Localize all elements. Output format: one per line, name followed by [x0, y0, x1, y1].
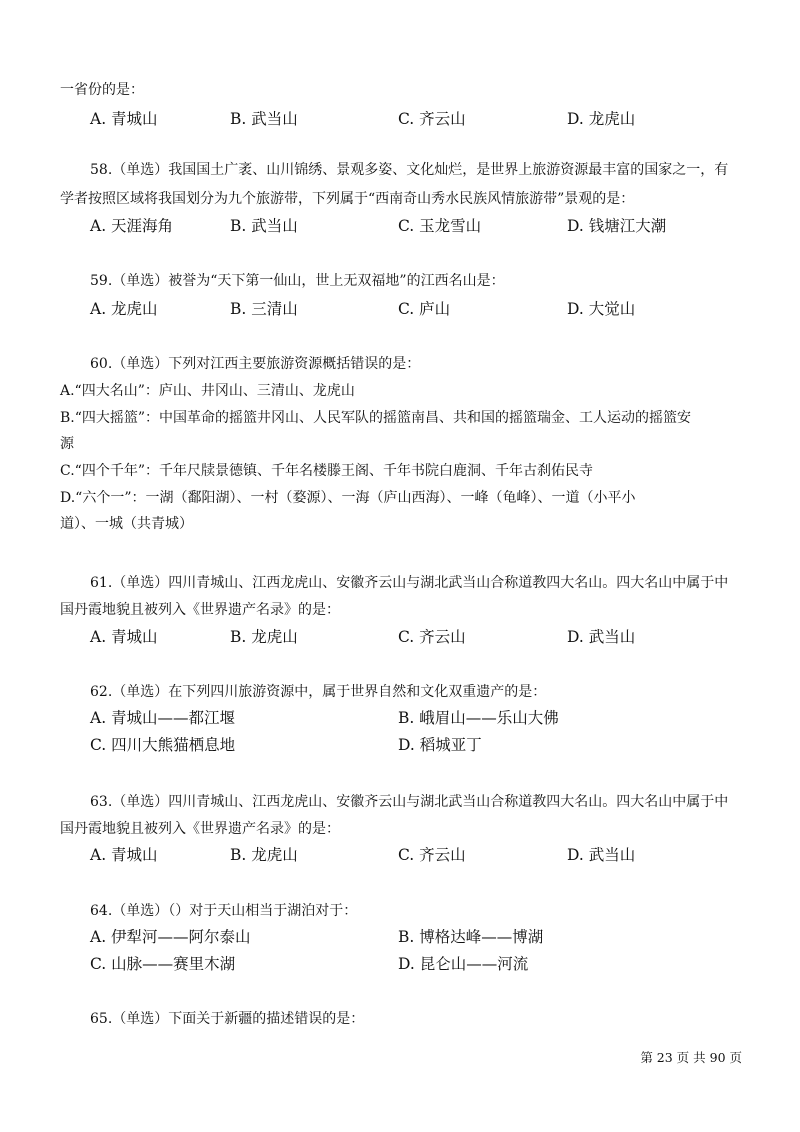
- option-d: D. 龙虎山: [567, 110, 636, 128]
- option-d: D. 昆仑山——河流: [398, 955, 529, 973]
- option-a: A. 龙虎山: [90, 300, 158, 318]
- option-b: B.“四大摇篮”：中国革命的摇篮井冈山、人民军队的摇篮南昌、共和国的摇篮瑞金、工人运动的摇篮安: [60, 410, 692, 426]
- option-b: B. 龙虎山: [230, 846, 298, 864]
- question-58-stem-line2: 学者按照区域将我国划分为九个旅游带，下列属于“西南奇山秀水民族风情旅游带”景观的是：: [60, 191, 635, 207]
- option-c: C. 庐山: [398, 300, 451, 318]
- option-a: A. 伊犁河——阿尔泰山: [90, 928, 251, 946]
- option-a: A. 青城山: [90, 628, 158, 646]
- question-58-stem: 58.（单选）我国国土广袤、山川锦绣、景观多姿、文化灿烂，是世界上旅游资源最丰富的国家之一，有: [90, 162, 729, 178]
- option-d: D. 稻城亚丁: [398, 736, 482, 754]
- option-a: A.“四大名山”：庐山、井冈山、三清山、龙虎山: [60, 383, 355, 399]
- option-d: D. 钱塘江大潮: [567, 217, 667, 235]
- option-d: D.“六个一”：一湖（鄱阳湖）、一村（婺源）、一海（庐山西海）、一峰（龟峰）、一道（小平小: [60, 490, 636, 506]
- option-c: C. 齐云山: [398, 110, 466, 128]
- option-b-line2: 源: [60, 436, 74, 452]
- option-c: C. 山脉——赛里木湖: [90, 955, 236, 973]
- option-d: D. 武当山: [567, 846, 636, 864]
- question-63-stem: 63.（单选）四川青城山、江西龙虎山、安徽齐云山与湖北武当山合称道教四大名山。四大名山中属于中: [90, 794, 729, 810]
- option-a: A. 青城山——都江堰: [90, 709, 236, 727]
- question-61-stem: 61.（单选）四川青城山、江西龙虎山、安徽齐云山与湖北武当山合称道教四大名山。四大名山中属于中: [90, 575, 729, 591]
- option-b: B. 武当山: [230, 217, 298, 235]
- option-b: B. 博格达峰——博湖: [398, 928, 544, 946]
- question-65-stem: 65.（单选）下面关于新疆的描述错误的是：: [90, 1011, 365, 1027]
- page-number: 第 23 页 共 90 页: [640, 1050, 742, 1065]
- option-a: A. 天涯海角: [90, 217, 174, 235]
- option-b: B. 峨眉山——乐山大佛: [398, 709, 559, 727]
- option-d: D. 武当山: [567, 628, 636, 646]
- option-b: B. 龙虎山: [230, 628, 298, 646]
- question-63-stem-line2: 国丹霞地貌且被列入《世界遗产名录》的是：: [60, 821, 340, 837]
- question-60-stem: 60.（单选）下列对江西主要旅游资源概括错误的是：: [90, 356, 421, 372]
- question-64-stem: 64.（单选）（）对于天山相当于湖泊对于：: [90, 903, 358, 919]
- question-59-stem: 59.（单选）被誉为“天下第一仙山，世上无双福地”的江西名山是：: [90, 273, 505, 289]
- question-62-stem: 62.（单选）在下列四川旅游资源中，属于世界自然和文化双重遗产的是：: [90, 684, 547, 700]
- option-b: B. 武当山: [230, 110, 298, 128]
- option-c: C. 玉龙雪山: [398, 217, 482, 235]
- question-61-stem-line2: 国丹霞地貌且被列入《世界遗产名录》的是：: [60, 602, 340, 618]
- option-d-line2: 道）、一城（共青城）: [60, 516, 193, 532]
- option-b: B. 三清山: [230, 300, 298, 318]
- option-c: C.“四个千年”：千年尺牍景德镇、千年名楼滕王阁、千年书院白鹿洞、千年古刹佑民寺: [60, 463, 593, 479]
- question-stem-continuation: 一省份的是：: [60, 82, 144, 98]
- option-d: D. 大觉山: [567, 300, 636, 318]
- option-c: C. 齐云山: [398, 628, 466, 646]
- option-a: A. 青城山: [90, 846, 158, 864]
- option-c: C. 齐云山: [398, 846, 466, 864]
- option-a: A. 青城山: [90, 110, 158, 128]
- option-c: C. 四川大熊猫栖息地: [90, 736, 236, 754]
